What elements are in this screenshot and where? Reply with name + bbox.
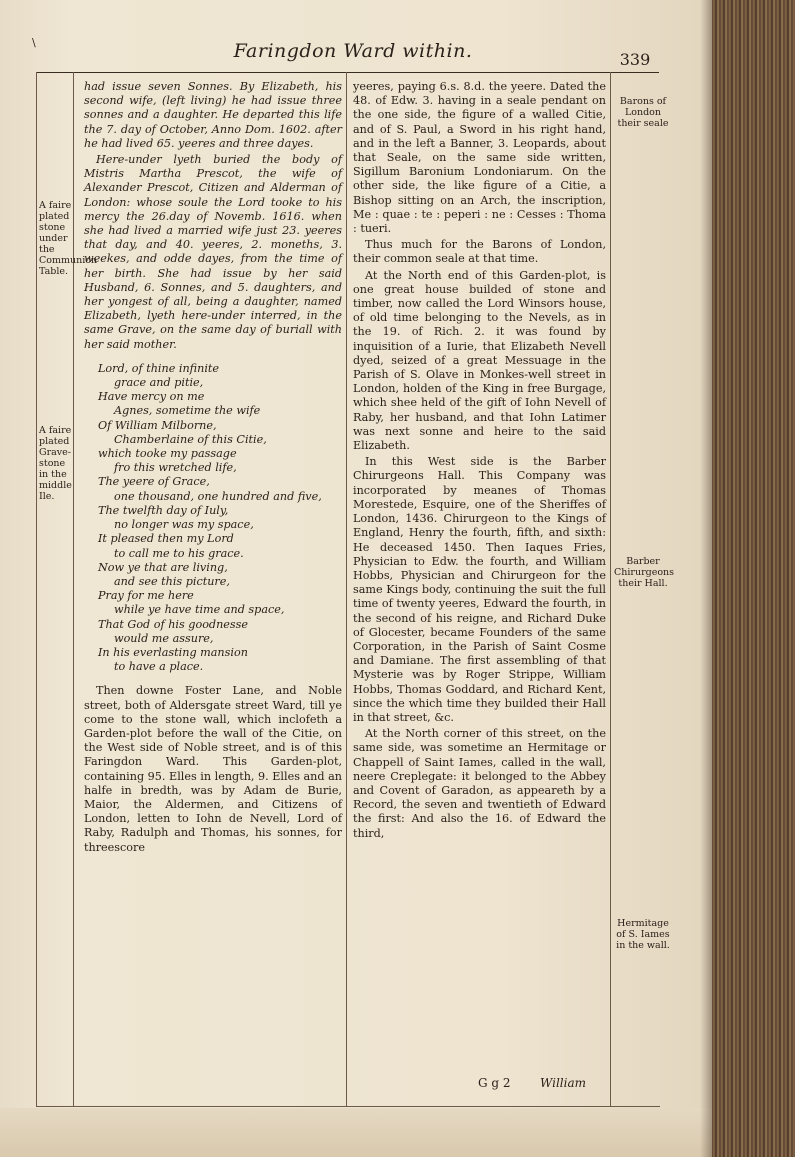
- epitaph-line: Have mercy on me: [98, 390, 205, 404]
- left-column: [84, 80, 342, 857]
- epitaph-line: Agnes, sometime the wife: [114, 404, 261, 418]
- book-fore-edge: [712, 0, 795, 1157]
- catchword: William: [540, 1076, 587, 1090]
- margin-rule-right: [610, 72, 611, 1107]
- epitaph-line: That God of his goodnesse: [98, 617, 249, 631]
- epitaph-line: one thousand, one hundred and five,: [114, 489, 322, 503]
- epitaph-line: Pray for me here: [98, 589, 194, 603]
- column-rule: [346, 72, 347, 1107]
- running-head: Faringdon Ward within.: [233, 40, 473, 62]
- right-column: [353, 80, 606, 843]
- epitaph: [98, 362, 342, 674]
- margin-note-right-1: Barons of London their seale: [617, 96, 669, 129]
- epitaph-line: Of William Milborne,: [98, 418, 217, 432]
- left-paragraph-3: Then downe Foster Lane, and Noble street, both of Aldersgate street Ward, till ye come to the stone wall, which inclofeth a Garden-plot before the wall of the Citie, on the West side of Noble street, and is of this Faringdon Ward. This Garden-plot, containing 95. Elles in length, 9. Elles and an halfe in bredth, was by Adam de Burie, Maior, the Aldermen, and Citizens of London, letten to Iohn de Nevell, Lord of Raby, Radulph and Thomas, his sonnes, for threescore: [84, 684, 342, 854]
- margin-rule-left: [73, 72, 74, 1107]
- epitaph-line: The yeere of Grace,: [98, 475, 210, 489]
- margin-rule-left-outer: [36, 72, 37, 1107]
- epitaph-line: while ye have time and space,: [114, 603, 285, 617]
- right-paragraph-3: At the North end of this Garden-plot, is one great house builded of stone and timber, now called the Lord Winsors house, of old time belonging to the Nevels, as in the 19. of Rich. 2. it was found by inquisition of a Iurie, that Elizabeth Nevell dyed, seized of a great Messuage in the Parish of S. Olave in Monkes-well street in London, holden of the King in free Burgage, which shee held of the gift of Iohn Nevell of Raby, her husband, and that Iohn Latimer was next sonne and heire to the said Elizabeth.: [353, 268, 606, 453]
- epitaph-line: Now ye that are living,: [98, 560, 228, 574]
- epitaph-line: grace and pitie,: [114, 376, 204, 390]
- margin-note-left-2: A faire plated Grave-stone in the middle Ile.: [39, 425, 72, 502]
- epitaph-line: fro this wretched life,: [114, 461, 237, 475]
- corner-mark: \: [32, 36, 36, 49]
- epitaph-line: It pleased then my Lord: [98, 532, 234, 546]
- epitaph-line: The twelfth day of Iuly,: [98, 503, 229, 517]
- epitaph-line: Lord, of thine infinite: [98, 361, 220, 375]
- right-paragraph-4: In this West side is the Barber Chirurgeons Hall. This Company was incorporated by meanes of Thomas Morestede, Esquire, one of the Sheriffes of London, 1436. Chirurgeon to the Kings of England, Henry the fourth, fifth, and sixth: He deceased 1450. Then Iaques Fries, Physician to Edw. the fourth, and William Hobbs, Physician and Chirurgeon for the same Kings body, continuing the suit the full time of twenty yeeres, Edward the fourth, in the second of his reigne, and Richard Duke of Glocester, became Founders of the same Corporation, in the Parish of Saint Cosme and Damiane. The first assembling of that Mysterie was by Roger Strippe, William Hobbs, Thomas Goddard, and Richard Kent, since the which time they builded their Hall in that street, &c.: [353, 455, 606, 724]
- epitaph-line: would me assure,: [114, 631, 214, 645]
- left-paragraph-1: had issue seven Sonnes. By Elizabeth, his second wife, (left living) he had issue three sonnes and a daughter. He departed this life the 7. day of October, Anno Dom. 1602. after he had lived 65. yeeres and three dayes.: [84, 80, 342, 150]
- header-rule: [37, 72, 659, 73]
- page-number: 339: [619, 50, 651, 69]
- page-bottom-margin: [0, 1108, 712, 1157]
- footer-rule: [36, 1106, 660, 1107]
- epitaph-line: no longer was my space,: [114, 518, 254, 532]
- epitaph-line: and see this picture,: [114, 574, 230, 588]
- left-paragraph-2: Here-under lyeth buried the body of Mistris Martha Prescot, the wife of Alexander Prescot, Citizen and Alderman of London: whose soule the Lord tooke to his mercy the 26.day of Novemb. 1616. when she had lived a married wife just 23. yeeres that day, and 40. yeeres, 2. moneths, 3. weekes, and odde dayes, from the time of her birth. She had issue by her said Husband, 6. Sonnes, and 5. daughters, and her yongest of all, being a daughter, named Elizabeth, lyeth here-under interred, in the same Grave, on the same day of buriall with her said mother.: [84, 153, 342, 351]
- margin-note-right-3: Hermitage of S. Iames in the wall.: [616, 918, 670, 951]
- epitaph-line: Chamberlaine of this Citie,: [114, 432, 267, 446]
- epitaph-line: In his everlasting mansion: [98, 645, 248, 659]
- margin-note-left-1: A faire plated stone under the Communion Table.: [39, 200, 98, 277]
- epitaph-line: to have a place.: [114, 660, 204, 674]
- signature-mark: G g 2: [478, 1076, 511, 1090]
- right-paragraph-1: yeeres, paying 6.s. 8.d. the yeere. Dated the 48. of Edw. 3. having in a seale pendant on the one side, the figure of a walled Citie, and of S. Paul, a Sword in his right hand, and in the left a Banner, 3. Leopards, about that Seale, on the same side written, Sigillum Baronium Londoniarum. On the other side, the like figure of a Citie, a Bishop sitting on an Arch, the inscription, Me : quae : te : peperi : ne : Cesses : Thoma : tueri.: [353, 80, 606, 236]
- right-paragraph-5: At the North corner of this street, on the same side, was sometime an Hermitage or Chappell of Saint Iames, called in the wall, neere Creplegate: it belonged to the Abbey and Covent of Garadon, as appeareth by a Record, the seven and twentieth of Edward the first: And also the 16. of Edward the third,: [353, 727, 606, 840]
- epitaph-line: which tooke my passage: [98, 447, 237, 461]
- right-paragraph-2: Thus much for the Barons of London, their common seale at that time.: [353, 238, 606, 266]
- epitaph-line: to call me to his grace.: [114, 546, 244, 560]
- margin-note-right-2: Barber Chirurgeons their Hall.: [614, 556, 675, 589]
